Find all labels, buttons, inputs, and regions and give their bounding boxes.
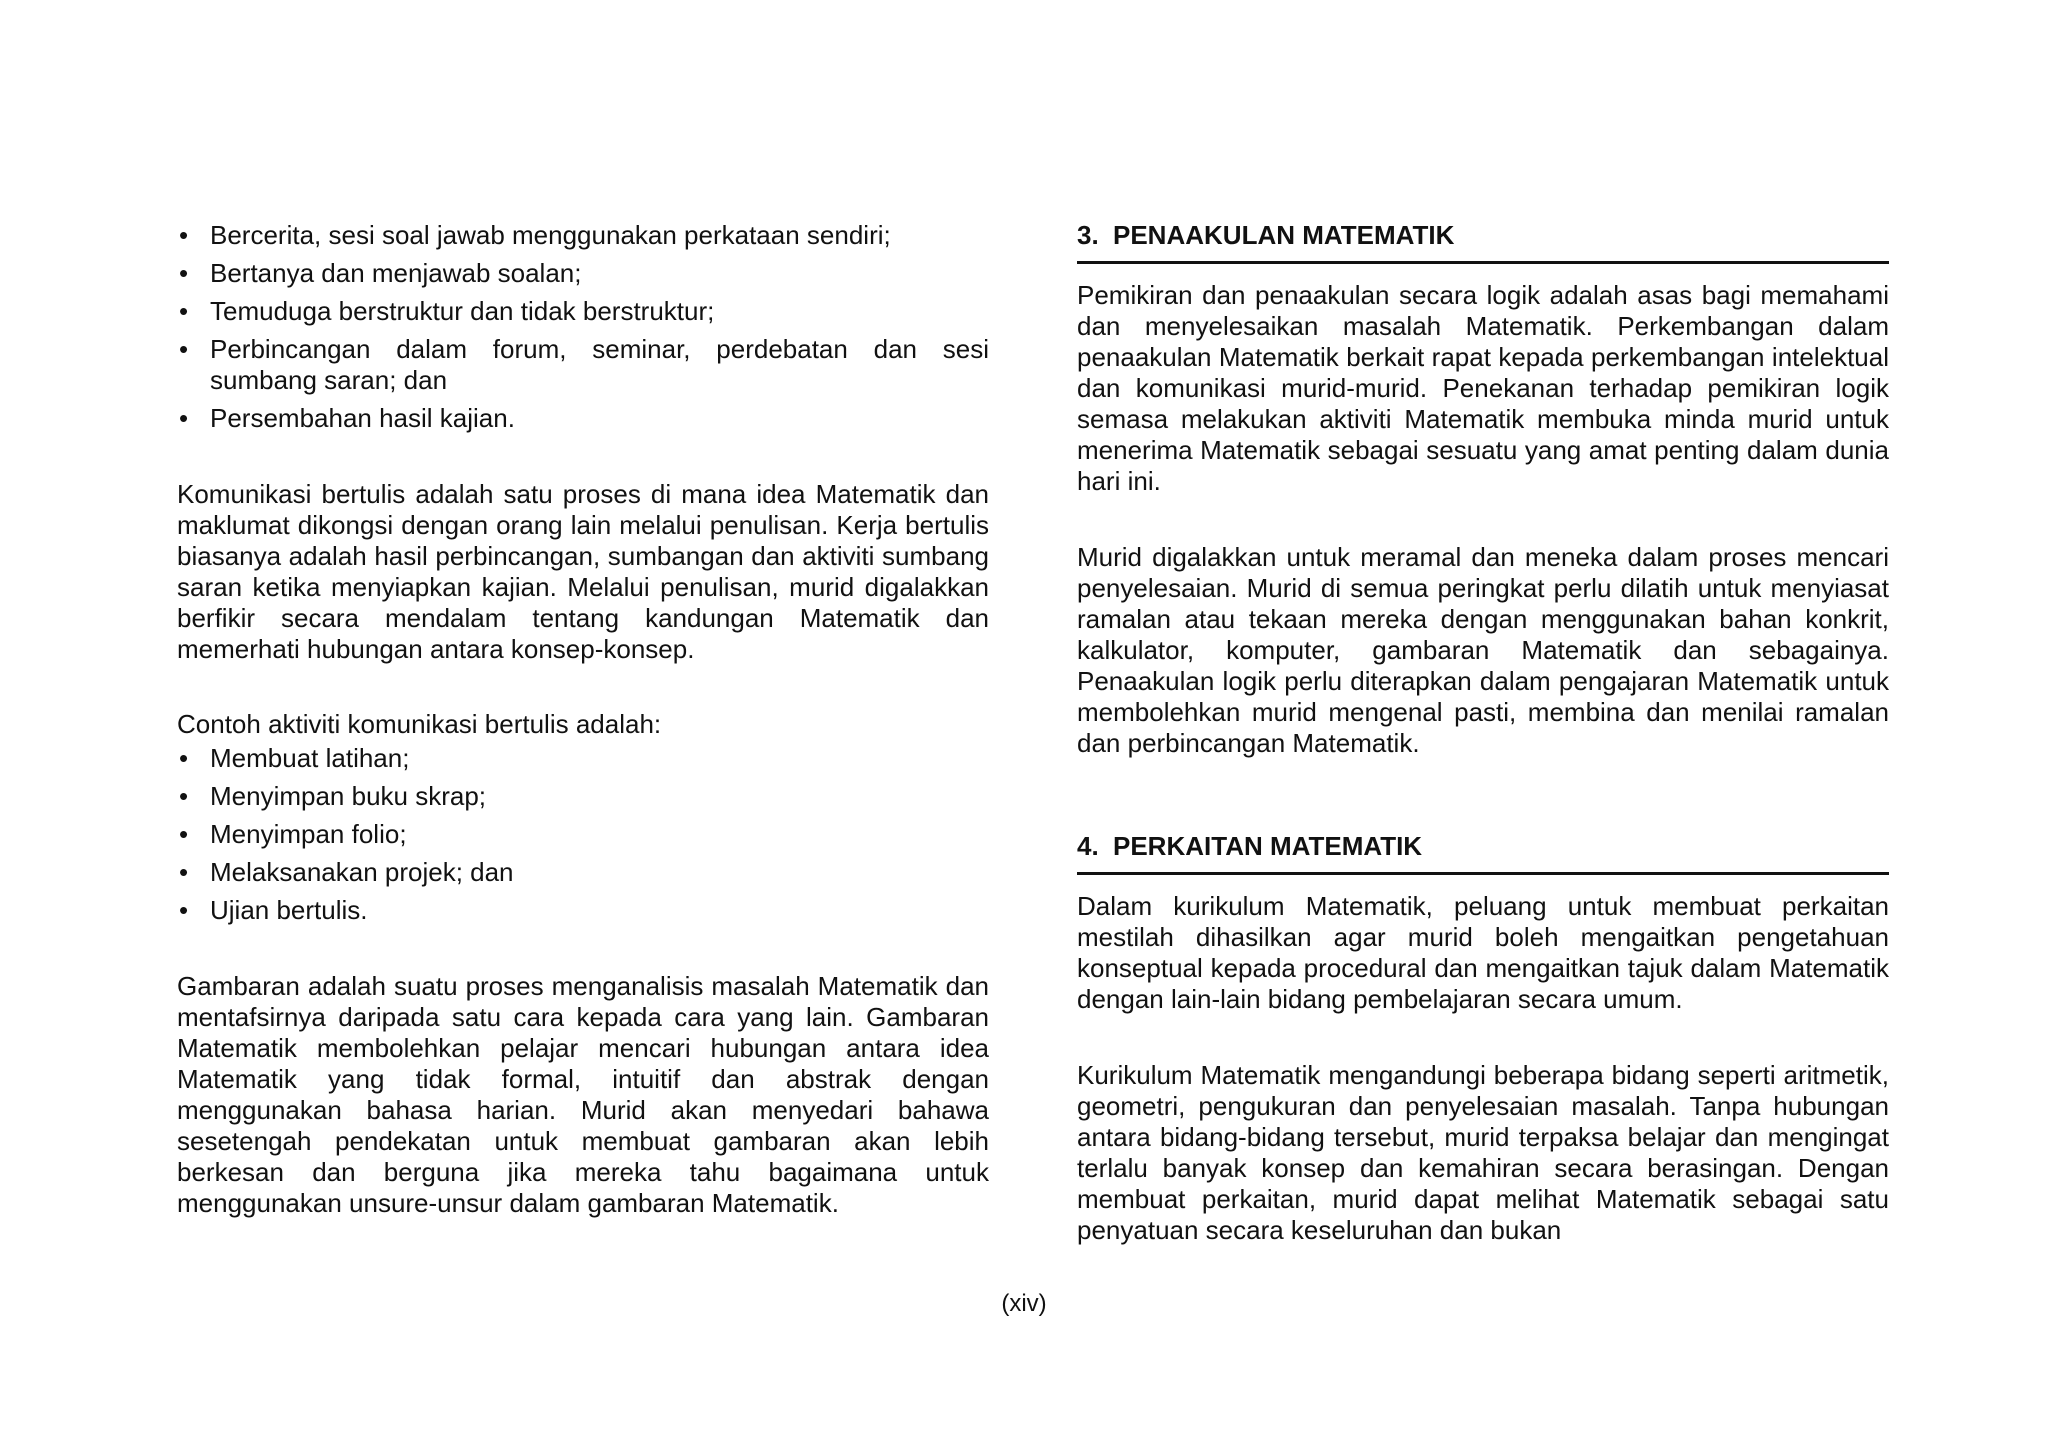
representation-paragraph: Gambaran adalah suatu proses menganalisis masalah Matematik dan mentafsirnya daripada satu cara kepada cara yang lain. Gambaran Matematik membolehkan pelajar mencari hubungan antara idea Matematik yang tidak formal, intuitif dan abstrak dengan menggunakan bahasa harian. Murid akan menyedari bahawa sesetengah pendekatan untuk membuat gambaran akan lebih berkesan dan berguna jika mereka tahu bagaimana untuk menggunakan unsure-unsur dalam gambaran Matematik. [177, 971, 989, 1218]
list-item: • Persembahan hasil kajian. [177, 403, 989, 434]
section-title: PERKAITAN MATEMATIK [1113, 831, 1423, 861]
section-4-heading [1077, 831, 1889, 875]
written-activities-intro: Contoh aktiviti komunikasi bertulis adalah: [177, 709, 662, 739]
connections-paragraph-2: Kurikulum Matematik mengandungi beberapa bidang seperti aritmetik, geometri, pengukuran dan penyelesaian masalah. Tanpa hubungan antara bidang-bidang tersebut, murid terpaksa belajar dan mengingat terlalu banyak konsep dan kemahiran secara berasingan. Dengan membuat perkaitan, murid dapat melihat Matematik sebagai satu penyatuan secara keseluruhan dan bukan [1077, 1060, 1889, 1245]
list-item: • Membuat latihan; [177, 743, 989, 774]
oral-communication-list [177, 220, 989, 434]
written-activities-list [177, 743, 989, 926]
section-number: 4. [1077, 831, 1099, 861]
section-number: 3. [1077, 220, 1099, 250]
list-item: • Bertanya dan menjawab soalan; [177, 258, 989, 289]
list-item: • Melaksanakan projek; dan [177, 857, 989, 888]
list-item: • Bercerita, sesi soal jawab menggunakan perkataan sendiri; [177, 220, 989, 251]
written-communication-paragraph: Komunikasi bertulis adalah satu proses di mana idea Matematik dan maklumat dikongsi dengan orang lain melalui penulisan. Kerja bertulis biasanya adalah hasil perbincangan, sumbangan dan aktiviti sumbang saran ketika menyiapkan kajian. Melalui penulisan, murid digalakkan berfikir secara mendalam tentang kandungan Matematik dan memerhati hubungan antara konsep-konsep. [177, 479, 989, 664]
list-item: • Menyimpan folio; [177, 819, 989, 850]
list-item: • Perbincangan dalam forum, seminar, perdebatan dan sesi sumbang saran; dan [177, 334, 989, 396]
list-item: • Ujian bertulis. [177, 895, 989, 926]
reasoning-paragraph-2: Murid digalakkan untuk meramal dan meneka dalam proses mencari penyelesaian. Murid di semua peringkat perlu dilatih untuk menyiasat ramalan atau tekaan mereka dengan menggunakan bahan konkrit, kalkulator, komputer, gambaran Matematik dan sebagainya. Penaakulan logik perlu diterapkan dalam pengajaran Matematik untuk membolehkan murid mengenal pasti, membina dan menilai ramalan dan perbincangan Matematik. [1077, 542, 1889, 758]
right-column [1077, 220, 1889, 1246]
connections-paragraph-1: Dalam kurikulum Matematik, peluang untuk membuat perkaitan mestilah dihasilkan agar murid boleh mengaitkan pengetahuan konseptual kepada procedural dan mengaitkan tajuk dalam Matematik dengan lain-lain bidang pembelajaran secara umum. [1077, 891, 1889, 1014]
list-item: • Temuduga berstruktur dan tidak berstruktur; [177, 296, 989, 327]
section-title: PENAAKULAN MATEMATIK [1113, 220, 1455, 250]
reasoning-paragraph-1: Pemikiran dan penaakulan secara logik adalah asas bagi memahami dan menyelesaikan masalah Matematik. Perkembangan dalam penaakulan Matematik berkait rapat kepada perkembangan intelektual dan komunikasi murid-murid. Penekanan terhadap pemikiran logik semasa melakukan aktiviti Matematik membuka minda murid untuk menerima Matematik sebagai sesuatu yang amat penting dalam dunia hari ini. [1077, 280, 1889, 496]
left-column [177, 220, 989, 1219]
list-item: • Menyimpan buku skrap; [177, 781, 989, 812]
section-3-heading [1077, 220, 1889, 264]
page-number: (xiv) [1001, 1290, 1047, 1317]
